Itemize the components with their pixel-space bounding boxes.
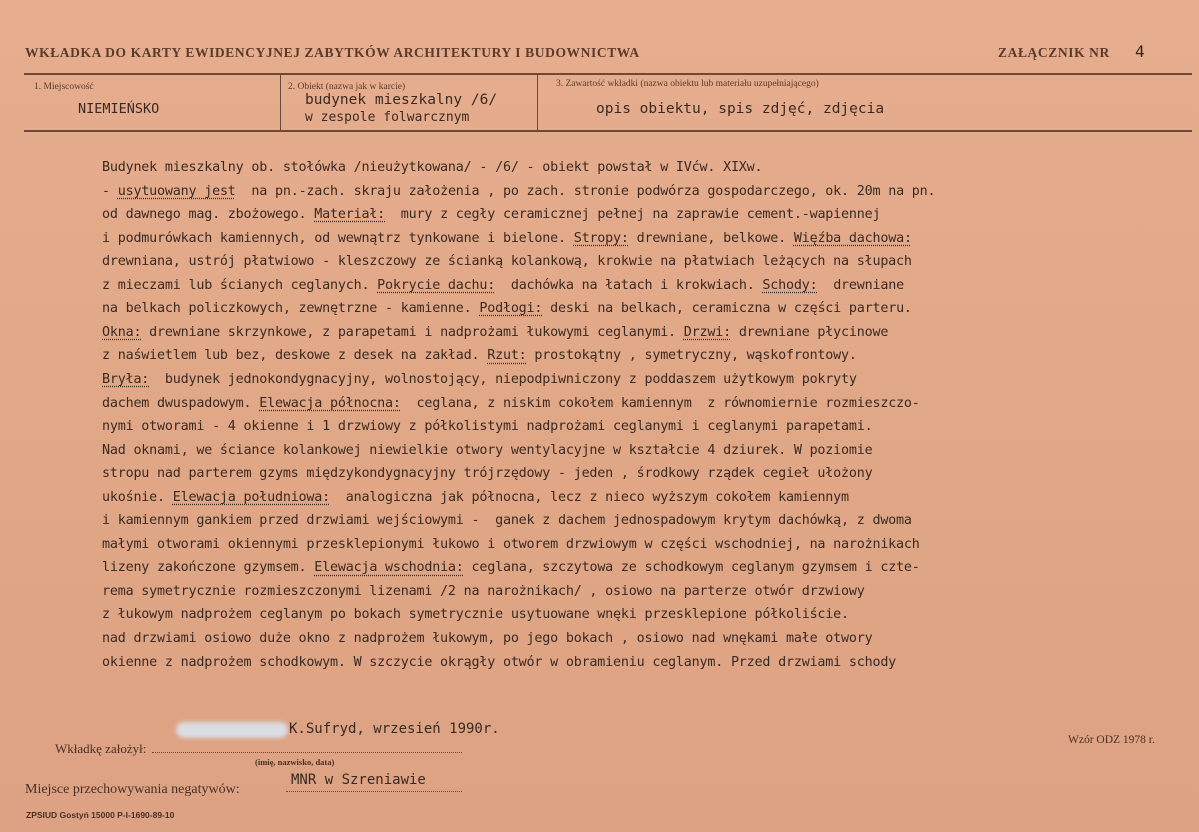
body-text-segment: i kamiennym gankiem przed drzwiami wejściowymi - ganek z dachem jednospadowym krytym dachówką, z dwoma (102, 513, 912, 529)
body-text-segment: drewniane płycinowe (730, 324, 889, 340)
body-line (102, 466, 872, 481)
body-text-segment: i podmurówkach kamiennych, od wewnątrz tynkowane i bielone. (102, 230, 574, 246)
locality-label: 1. Miejscowość (34, 82, 94, 92)
locality-value: NIEMIEŃSKO (78, 101, 160, 117)
object-value-line1: budynek mieszkalny /6/ (305, 92, 498, 108)
body-text-segment: okienne z nadprożem schodkowym. W szczycie okrągły otwór w obramieniu ceglanym. Przed drzwiami schody (102, 654, 897, 670)
body-text-segment: lizeny zakończone gzymsem. (102, 560, 315, 576)
author-dotline (152, 752, 462, 753)
body-line (102, 490, 849, 505)
body-text-segment: - (102, 183, 118, 199)
object-value-line2: w zespole folwarcznym (305, 110, 470, 125)
body-line (102, 419, 872, 434)
form-title: WKŁADKA DO KARTY EWIDENCYJNEJ ZABYTKÓW ARCHITEKTURY I BUDOWNICTWA (25, 45, 640, 60)
body-text-segment: deski na belkach, ceramiczna w części parteru. (542, 301, 912, 317)
body-text-segment: od dawnego mag. zbożowego. (102, 207, 315, 223)
body-text-segment: ceglana, szczytowa ze schodkowym ceglanym gzymsem i czte- (463, 560, 920, 576)
body-text-segment: drewniane (817, 277, 904, 293)
body-line (102, 160, 762, 175)
contents-label: 3. Zawartość wkładki (nazwa obiektu lub materiału uzupełniającego) (556, 79, 819, 89)
section-heading: Stropy: (573, 230, 629, 246)
body-text-segment: nad drzwiami osiowo duże okno z nadprożem łukowym, po jego bokach , osiowo nad wnękami małe otwory (102, 631, 873, 646)
author-value: K.Sufryd, wrzesień 1990r. (289, 721, 500, 737)
annex-label: ZAŁĄCZNIK NR (998, 45, 1110, 60)
body-text-segment: dachówka na łatach i krokwiach. (495, 277, 763, 293)
body-line (102, 184, 935, 199)
body-line (102, 254, 912, 269)
body-text-segment: Nad oknami, we ściance kolankowej niewielkie otwory wentylacyjne w kształcie 4 dziurek. W poziomie (102, 442, 873, 458)
body-text-segment: z łukowym nadprożem ceglanym po bokach symetrycznie usytuowane wnęki przesklepione półkoliście. (102, 607, 849, 623)
body-line (102, 372, 857, 387)
body-text-segment: prostokątny , symetryczny, wąskofrontowy. (526, 348, 857, 364)
body-text-segment: na pn.-zach. skraju założenia , po zach. stronie podwórza gospodarczego, ok. 20m na pn. (235, 183, 936, 199)
body-text-segment: ceglana, z niskim cokołem kamiennym z równomiernie rozmieszczo- (400, 395, 920, 411)
body-line (102, 584, 865, 599)
header-rule-top (24, 73, 1192, 75)
fields-divider-2 (537, 75, 538, 130)
body-line (102, 560, 920, 575)
form-version: Wzór ODZ 1978 r. (1068, 734, 1155, 746)
section-heading: Okna: (102, 324, 142, 340)
section-heading: Pokrycie dachu: (377, 277, 496, 293)
body-text-segment: małymi otworami okiennymi przesklepionymi łukowo i otworem drzwiowym w części wschodniej, na narożnikach (102, 536, 920, 552)
section-heading: Elewacja południowa: (172, 489, 331, 505)
section-heading: Bryła: (102, 371, 150, 387)
body-text-segment: drewniane, belkowe. (628, 230, 794, 246)
body-line (102, 513, 912, 528)
print-code: ZPSIUD Gostyń 15000 P-I-1690-89-10 (26, 810, 175, 820)
body-line (102, 278, 904, 293)
header-rule-bottom (24, 130, 1192, 132)
body-line (102, 537, 920, 552)
body-line (102, 348, 857, 363)
section-heading: Elewacja wschodnia: (314, 560, 464, 576)
fields-divider-1 (280, 75, 281, 130)
section-heading: Schody: (762, 277, 818, 293)
body-text-segment: nymi otworami - 4 okienne i 1 drzwiowy z półkolistymi nadprożami ceglanymi i ceglanymi parapetami. (102, 419, 873, 435)
body-text-segment: dachem dwuspadowym. (102, 395, 260, 411)
author-hint: (imię, nazwisko, data) (255, 757, 335, 767)
contents-value: opis obiektu, spis zdjęć, zdjęcia (596, 101, 885, 117)
storage-value: MNR w Szreniawie (291, 772, 426, 788)
body-line (102, 443, 872, 458)
body-line (102, 396, 920, 411)
body-text-segment: budynek jednokondygnacyjny, wolnostojący, niepodpiwniczony z poddaszem użytkowym pokryty (149, 371, 857, 387)
annex-number: 4 (1135, 42, 1145, 61)
storage-dotline (286, 791, 462, 792)
author-label: Wkładkę założył: (55, 741, 147, 756)
section-heading: usytuowany jest (117, 183, 236, 199)
body-line (102, 301, 912, 316)
section-heading: Elewacja północna: (259, 395, 401, 411)
body-text-segment: rema symetrycznie rozmieszczonymi lizenami /2 na narożnikach/ , osiowo na parterze otwór drzwiowy (102, 583, 865, 599)
body-text-segment: na belkach policzkowych, zewnętrzne - kamienne. (102, 301, 480, 317)
body-line (102, 631, 872, 646)
storage-label: Miejsce przechowywania negatywów: (25, 782, 240, 797)
body-text-segment: mury z cegły ceramicznej pełnej na zaprawie cement.-wapiennej (385, 207, 881, 223)
section-heading: Więźba dachowa: (793, 230, 912, 246)
body-line (102, 325, 888, 340)
body-text-segment: drewniana, ustrój płatwiowo - kleszczowy ze ścianką kolankową, krokwie na płatwiach leżących na słupach (102, 254, 912, 270)
redacted-signature (176, 722, 288, 738)
body-line (102, 655, 896, 670)
body-line (102, 607, 849, 622)
body-text-segment: Budynek mieszkalny ob. stołówka /nieużytkowana/ - /6/ - obiekt powstał w IVćw. XIXw. (102, 160, 763, 175)
section-heading: Rzut: (487, 348, 527, 364)
body-text-segment: stropu nad parterem gzyms międzykondygnacyjny trójrzędowy - jeden , środkowy rządek cegieł ułożony (102, 466, 873, 482)
body-line (102, 207, 880, 222)
body-text-segment: ukośnie. (102, 489, 173, 505)
object-label: 2. Obiekt (nazwa jak w karcie) (288, 82, 406, 92)
body-text-segment: z mieczami lub ścianych ceglanych. (102, 277, 378, 293)
body-line (102, 231, 912, 246)
section-heading: Podłogi: (479, 301, 543, 317)
section-heading: Drzwi: (683, 324, 731, 340)
body-text-segment: drewniane skrzynkowe, z parapetami i nadprożami łukowymi ceglanymi. (141, 324, 684, 340)
body-text-segment: analogiczna jak północna, lecz z nieco wyższym cokołem kamiennym (330, 489, 849, 505)
section-heading: Materiał: (314, 207, 386, 223)
body-text-segment: z naświetlem lub bez, deskowe z desek na zakład. (102, 348, 488, 364)
